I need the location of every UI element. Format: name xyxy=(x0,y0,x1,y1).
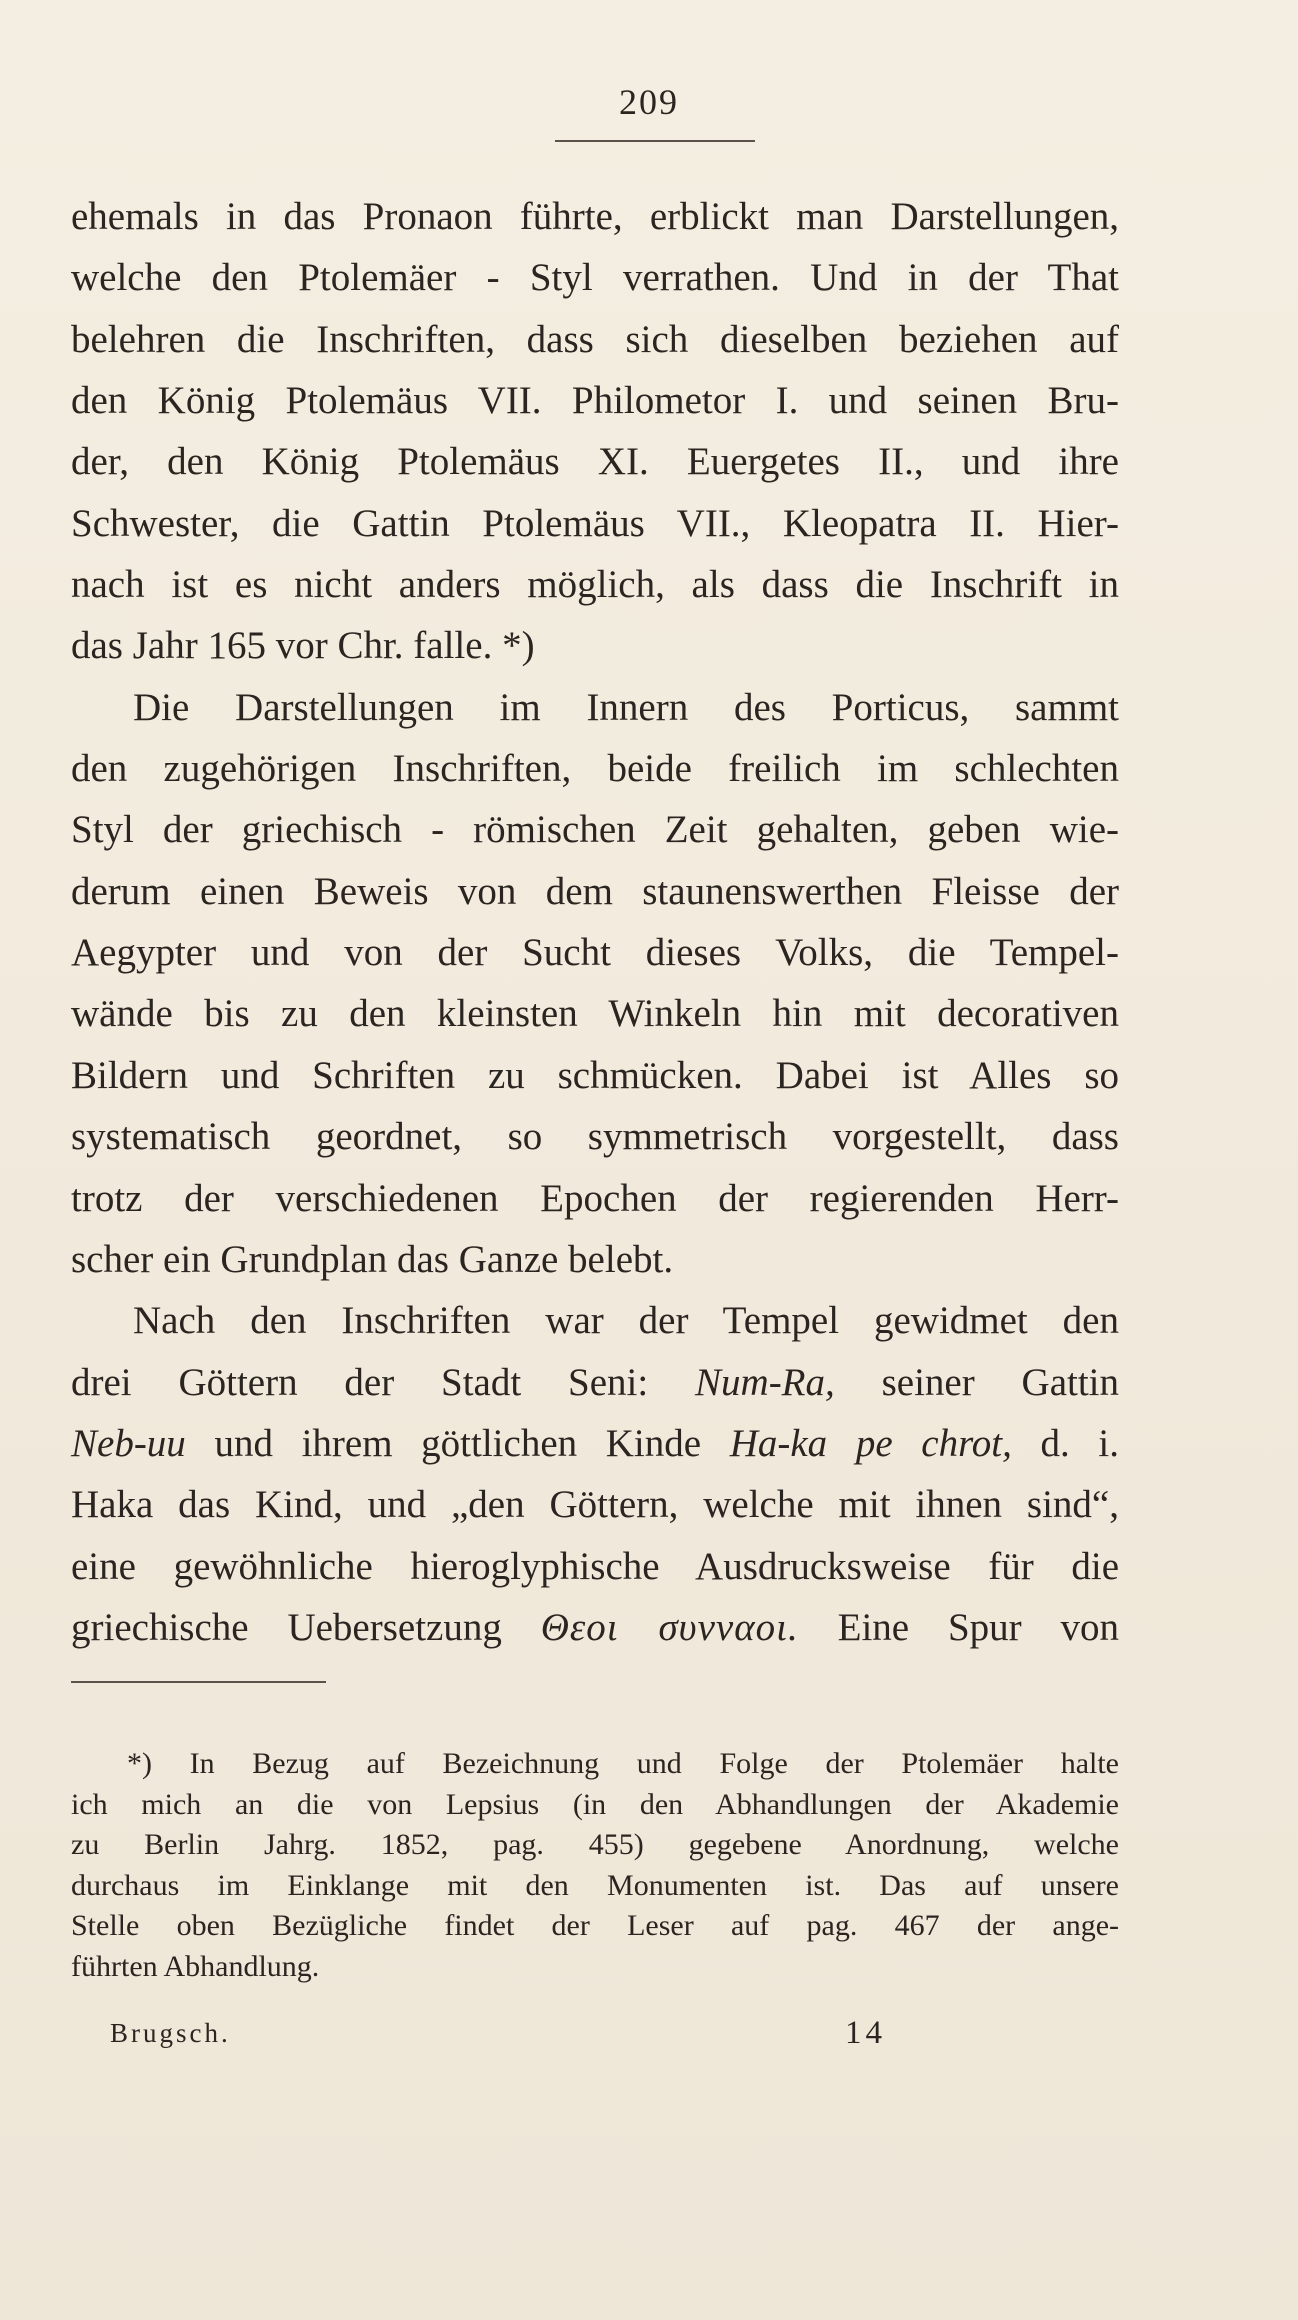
text-segment: das Jahr 165 vor Chr. falle. *) xyxy=(71,624,535,668)
text-segment: eine gewöhnliche hieroglyphische Ausdrucksweise für die xyxy=(71,1544,1119,1588)
italic-phrase: Num-Ra, xyxy=(695,1360,835,1404)
text-line xyxy=(71,370,1119,431)
text-line xyxy=(71,677,1119,738)
text-line xyxy=(71,493,1119,554)
text-segment: Nach den Inschriften war der Tempel gewidmet den xyxy=(133,1299,1119,1343)
text-line xyxy=(71,615,1119,676)
text-line xyxy=(71,922,1119,983)
text-line xyxy=(71,431,1119,492)
text-line xyxy=(71,1106,1119,1167)
text-segment: d. i. xyxy=(1011,1421,1119,1465)
text-segment: trotz der verschiedenen Epochen der regierenden Herr- xyxy=(71,1176,1119,1220)
text-segment: Eine Spur von xyxy=(798,1605,1119,1649)
text-segment: griechische Uebersetzung xyxy=(71,1605,541,1649)
text-segment: systematisch geordnet, so symmetrisch vorgestellt, dass xyxy=(71,1115,1119,1159)
text-segment: Schwester, die Gattin Ptolemäus VII., Kleopatra II. Hier- xyxy=(71,501,1119,545)
text-segment: nach ist es nicht anders möglich, als dass die Inschrift in xyxy=(71,563,1119,607)
text-segment: Styl der griechisch - römischen Zeit gehalten, geben wie- xyxy=(71,808,1119,852)
text-segment: drei Göttern der Stadt Seni: xyxy=(71,1360,696,1404)
text-segment: scher ein Grundplan das Ganze belebt. xyxy=(71,1237,674,1281)
text-line xyxy=(71,983,1119,1044)
signature-author: Brugsch. xyxy=(110,2018,231,2048)
text-line xyxy=(71,1597,1119,1658)
body-text xyxy=(71,186,1119,1658)
text-segment: Aegypter und von der Sucht dieses Volks, die Tempel- xyxy=(71,931,1119,975)
text-segment: seiner Gattin xyxy=(834,1360,1120,1404)
text-segment: den zugehörigen Inschriften, beide freilich im schlechten xyxy=(71,747,1119,791)
text-segment: Haka das Kind, und „den Göttern, welche mit ihnen sind“, xyxy=(71,1483,1119,1527)
footnote-line: ich mich an die von Lepsius (in den Abhandlungen der Akademie xyxy=(71,1787,1119,1821)
text-segment: ehemals in das Pronaon führte, erblickt man Darstellungen, xyxy=(71,195,1119,238)
italic-phrase: Ha-ka pe chrot, xyxy=(729,1421,1012,1465)
text-line xyxy=(71,1168,1119,1229)
footnote xyxy=(71,1744,1119,1988)
footnote-line: Stelle oben Bezügliche findet der Leser auf pag. 467 der ange- xyxy=(71,1909,1119,1943)
footnote-line: *) In Bezug auf Bezeichnung und Folge der Ptolemäer halte xyxy=(127,1747,1119,1780)
text-line xyxy=(71,1290,1119,1351)
text-line xyxy=(71,1229,1119,1290)
text-line xyxy=(71,309,1119,370)
footnote-rule xyxy=(71,1681,326,1683)
italic-phrase: Neb-uu xyxy=(71,1421,186,1465)
text-line xyxy=(71,799,1119,860)
text-line xyxy=(71,247,1119,308)
text-segment: Die Darstellungen im Innern des Porticus, sammt xyxy=(133,685,1119,729)
text-line xyxy=(71,1536,1119,1597)
text-segment: belehren die Inschriften, dass sich dieselben beziehen auf xyxy=(71,317,1119,361)
text-segment: derum einen Beweis von dem staunenswerthen Fleisse der xyxy=(71,869,1119,913)
text-segment: und ihrem göttlichen Kinde xyxy=(185,1421,730,1465)
text-line xyxy=(71,861,1119,922)
text-line xyxy=(71,186,1119,247)
text-line xyxy=(71,1474,1119,1535)
sheet-signature-number: 14 xyxy=(845,2015,886,2051)
text-line xyxy=(71,1045,1119,1106)
text-segment: der, den König Ptolemäus XI. Euergetes II., und ihre xyxy=(71,440,1119,484)
header-rule xyxy=(555,140,755,142)
text-segment: Bildern und Schriften zu schmücken. Dabei ist Alles so xyxy=(71,1053,1119,1097)
page-number: 209 xyxy=(619,82,679,122)
footnote-line: zu Berlin Jahrg. 1852, pag. 455) gegebene Anordnung, welche xyxy=(71,1828,1119,1862)
text-segment: wände bis zu den kleinsten Winkeln hin mit decorativen xyxy=(71,992,1119,1036)
text-line xyxy=(71,738,1119,799)
text-segment: welche den Ptolemäer - Styl verrathen. Und in der That xyxy=(71,256,1119,300)
text-line xyxy=(71,1413,1119,1474)
footnote-line: führten Abhandlung. xyxy=(71,1949,320,1983)
text-segment: den König Ptolemäus VII. Philometor I. und seinen Bru- xyxy=(71,379,1119,423)
greek-phrase: Θεοι συνναοι. xyxy=(540,1605,799,1649)
text-line xyxy=(71,1352,1119,1413)
footnote-line: durchaus im Einklange mit den Monumenten ist. Das auf unsere xyxy=(71,1868,1119,1902)
text-line xyxy=(71,554,1119,615)
